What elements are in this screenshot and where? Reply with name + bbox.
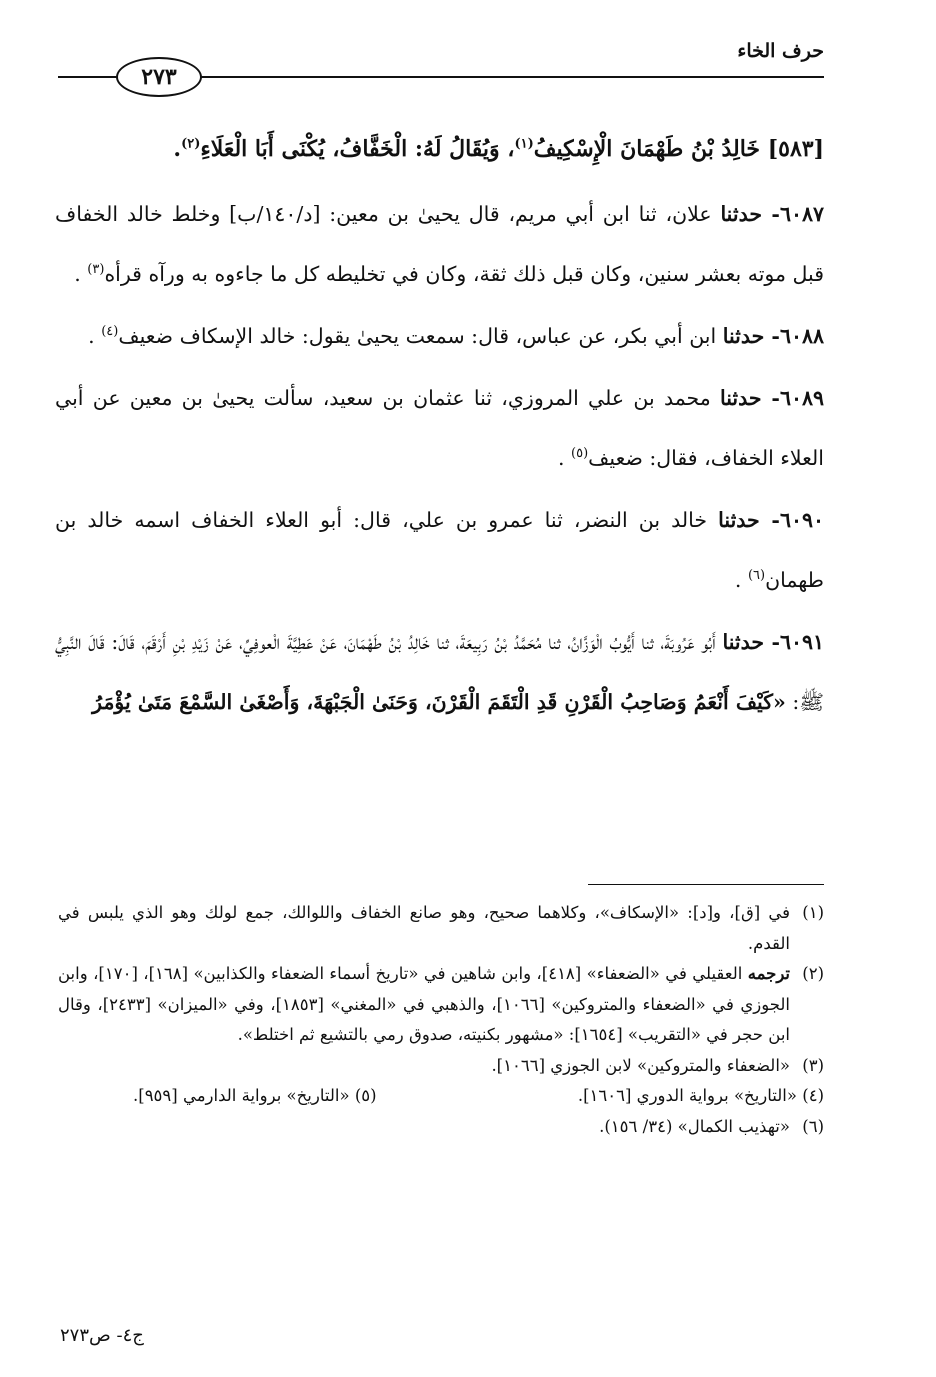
footnote-ref[interactable]: (٤) [101,324,119,340]
heading-end: . [173,136,182,162]
hadith-paragraph [55,490,824,610]
hadith-paragraph [55,368,824,488]
footnote-keyword: ترجمه [747,964,791,983]
hadith-end: . [734,568,742,592]
hadith-end: . [557,446,565,470]
volume-page-reference: ج٤- ص٢٧٣ [60,1325,144,1346]
hadith-keyword: حدثنا [722,324,765,348]
footnote-text: العقيلي في «الضعفاء» [٤١٨]، وابن شاهين في «تاريخ أسماء الضعفاء والكذابين» [١٦٨]، [١٧٠]، وابن الجوزي في «الضعفاء والمتروكين» [١٠٦٦]، والذهبي في «المغني» [١٨٥٣]، وفي «الميزان» [٢٤٣٣]، وقال ابن حجر في «التقريب» [١٦٥٤]: «مشهور بكنيته، صدوق رمي بالتشيع ثم اختلط». [58,964,790,1044]
footnote-item [58,959,824,1051]
footnote-text: «التاريخ» برواية الدوري [١٦٠٦]. [577,1086,797,1105]
hadith-text: محمد بن علي المروزي، ثنا عثمان بن سعيد، سألت يحيىٰ بن معين عن أبي العلاء الخفاف، فقال: ضعيف [55,386,824,470]
footnote-ref[interactable]: (٢) [181,136,201,152]
hadith-number: ٦٠٩١- [764,630,825,654]
hadith-paragraph [55,184,824,304]
footnote-item [133,1081,377,1112]
footnote-ref[interactable]: (٥) [571,446,589,462]
footnote-ref[interactable]: (٦) [747,568,766,584]
page-number: ٢٧٣ [116,57,202,97]
footnote-number: (٦) [802,1117,824,1136]
main-text [55,120,824,732]
footnote-text: في [ق]، و[د]: «الإسكاف»، وكلاهما صحيح، وهو صانع الخفاف واللوالك، جمع لولك وهو الذي يلبس في القدم. [58,903,790,953]
hadith-end: . [74,262,81,286]
hadith-end: . [88,324,95,348]
hadith-text: خالد بن النضر، ثنا عمرو بن علي، قال: أبو العلاء الخفاف اسمه خالد بن طهمان [55,508,824,592]
footnote-number: (١) [802,903,824,922]
hadith-number: ٦٠٨٧- [762,202,824,226]
footnote-rule [588,884,824,885]
footnote-number: (٣) [802,1055,824,1075]
hadith-keyword: حدثنا [720,386,762,410]
hadith-number: ٦٠٩٠- [759,508,824,532]
hadith-text: علان، ثنا ابن أبي مريم، قال يحيىٰ بن معين: [د/١٤٠/ب] وخلط خالد الخفاف قبل موته بعشر سنين، وكان قبل ذلك ثقة، وكان في تخليطه كل ما جاءوه به ورآه قرأه [55,202,824,286]
prophetic-quote: «كَيْفَ أَنْعَمُ وَصَاحِبُ الْقَرْنِ قَدِ الْتَقَمَ الْقَرْنَ، وَحَنَىٰ الْجَبْهَةَ، وَأَصْغَىٰ السَّمْعَ مَتَىٰ يُؤْمَرُ [92,690,786,714]
entry-number: [٥٨٣] [760,136,824,162]
footnote-item [58,1051,824,1082]
hadith-keyword: حدثنا [718,508,760,532]
hadith-paragraph [55,612,824,732]
hadith-text: ابن أبي بكر، عن عباس، قال: سمعت يحيىٰ يقول: خالد الإسكاف ضعيف [118,324,723,348]
narrator-aliases: ، وَيُقَالُ لَهُ: الْخَفَّافُ، يُكْنَى أَبَا الْعَلَاءِ [200,136,515,162]
footnote-number: (٢) [802,964,824,983]
footnote-text: «تهذيب الكمال» (٣٤/ ١٥٦). [599,1117,790,1136]
footnote-item [58,1112,824,1143]
footnote-pair [58,1081,824,1112]
hadith-number: ٦٠٨٨- [764,324,824,348]
footnote-text: «التاريخ» برواية الدارمي [٩٥٩]. [133,1086,350,1105]
chapter-title: حرف الخاء [737,40,824,62]
footnote-number: (٥) [354,1086,377,1105]
footnote-text: «الضعفاء والمتروكين» لابن الجوزي [١٠٦٦]. [491,1055,790,1075]
entry-heading [55,120,824,178]
hadith-paragraph [55,306,824,366]
footnote-ref[interactable]: (١) [514,136,534,152]
footnote-number: (٤) [802,1086,824,1105]
footnote-item [578,1081,824,1112]
footnotes [58,898,824,1143]
hadith-keyword: حدثنا [720,202,763,226]
footnote-ref[interactable]: (٣) [87,262,105,278]
hadith-text: أَبُو عَرُوبَةَ، ثنا أَيُّوبُ الْوَزَّانُ، ثنا مُحَمَّدُ بْنُ رَبِيعَةَ، ثنا خَالِدُ بْنُ طَهْمَانَ، عَنْ عَطِيَّةَ الْعوفِيِّ، عَنْ زَيْدِ بْنِ أَرْقَمَ، قَالَ: قَالَ النَّبِيُّ ﷺ: [55,630,824,714]
footnote-item [58,898,824,959]
hadith-number: ٦٠٨٩- [761,386,824,410]
hadith-keyword: حدثنا [722,630,765,654]
narrator-name: خَالِدُ بْنُ طَهْمَانَ الْإِسْكِيفُ [533,136,761,162]
